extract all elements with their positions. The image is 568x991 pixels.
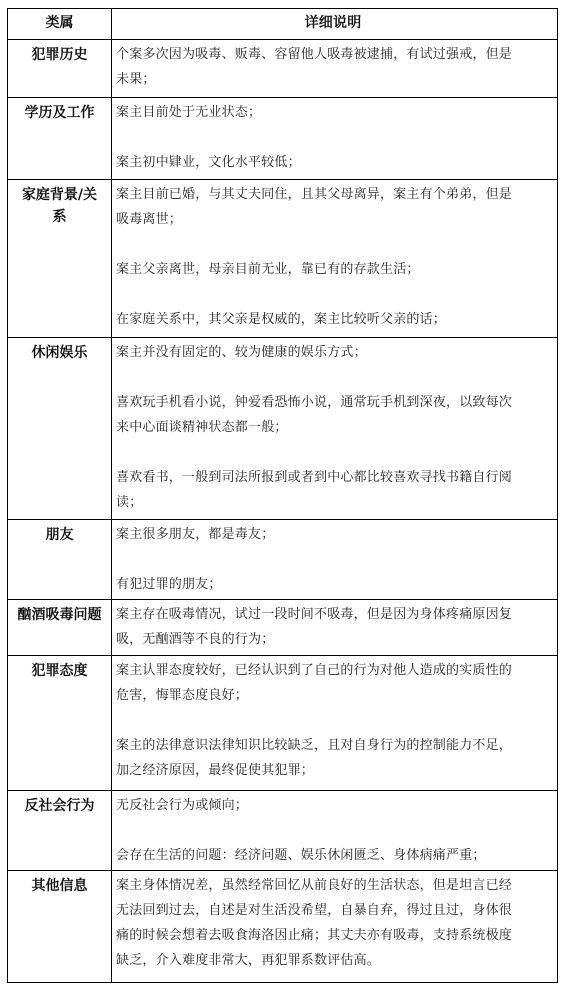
detail-line: 案主并没有固定的、较为健康的娱乐方式； (116, 345, 367, 360)
table-body (8, 9, 557, 982)
detail-cell (113, 338, 557, 519)
header-detail-cell: 详细说明 (304, 15, 362, 31)
category-cell: 学历及工作 (8, 98, 112, 179)
detail-cell (113, 656, 557, 790)
detail-line: 未果； (116, 72, 156, 87)
category-cell: 酗酒吸毒问题 (8, 600, 112, 655)
detail-line: 吸，无酗酒等不良的行为； (116, 632, 275, 647)
table-row (8, 97, 557, 179)
table-row (8, 599, 557, 655)
table-row (8, 519, 557, 599)
detail-line: 喜欢玩手机看小说，钟爱看恐怖小说，通常玩手机到深夜，以致每次 (116, 395, 513, 410)
header-category-cell: 类属 (8, 9, 112, 39)
detail-cell (113, 600, 557, 655)
detail-cell (113, 520, 557, 599)
detail-line: 加之经济原因，最终促使其犯罪； (116, 763, 315, 778)
assessment-table (7, 8, 558, 983)
category-cell: 犯罪态度 (8, 656, 112, 790)
detail-line: 在家庭关系中，其父亲是权威的，案主比较听父亲的话； (116, 312, 447, 327)
detail-cell (113, 98, 557, 179)
detail-line: 案主目前处于无业状态； (116, 105, 262, 120)
table-header-row (8, 9, 557, 39)
detail-cell (113, 871, 557, 982)
detail-line: 案主存在吸毒情况，试过一段时间不吸毒，但是因为身体疼痛原因复 (116, 607, 513, 622)
detail-line: 喜欢看书，一般到司法所报到或者到中心都比较喜欢寻找书籍自行阅 (116, 470, 513, 485)
paragraph-gap (116, 125, 553, 150)
detail-line: 吸毒离世； (116, 212, 183, 227)
detail-line: 危害，悔罪态度良好； (116, 688, 249, 703)
category-cell: 其他信息 (8, 871, 112, 982)
detail-cell (113, 180, 557, 337)
category-cell: 朋友 (8, 520, 112, 599)
detail-line: 来中心面谈精神状态都一般； (116, 420, 288, 435)
detail-line: 无反社会行为或倾向； (116, 798, 249, 813)
detail-line: 案主很多朋友，都是毒友； (116, 527, 275, 542)
table-row (8, 870, 557, 982)
detail-line: 有犯过罪的朋友； (116, 577, 222, 592)
category-cell: 家庭背景/关系 (8, 180, 112, 337)
detail-cell (113, 791, 557, 870)
category-cell: 反社会行为 (8, 791, 112, 870)
paragraph-gap (116, 232, 553, 257)
detail-line: 案主认罪态度较好，已经认识到了自己的行为对他人造成的实质性的 (116, 663, 513, 678)
detail-line: 会存在生活的问题：经济问题、娱乐休闲匮乏、身体病痛严重； (116, 848, 486, 863)
table-row (8, 179, 557, 337)
table-row (8, 655, 557, 790)
paragraph-gap (116, 365, 553, 390)
table-row (8, 39, 557, 97)
paragraph-gap (116, 818, 553, 843)
detail-line: 案主初中肄业，文化水平较低； (116, 155, 301, 170)
detail-line: 无法回到过去，自述是对生活没希望，自暴自弃，得过且过，身体很 (116, 903, 513, 918)
detail-line: 个案多次因为吸毒、贩毒、容留他人吸毒被逮捕，有试过强戒，但是 (116, 47, 513, 62)
detail-line: 案主父亲离世，母亲目前无业，靠已有的存款生活； (116, 262, 420, 277)
detail-line: 案主身体情况差，虽然经常回忆从前良好的生活状态，但是坦言已经 (116, 878, 513, 893)
paragraph-gap (116, 282, 553, 307)
detail-line: 案主目前已婚，与其丈夫同住，且其父母离异，案主有个弟弟，但是 (116, 187, 513, 202)
paragraph-gap (116, 708, 553, 733)
table-row (8, 337, 557, 519)
table-row (8, 790, 557, 870)
detail-line: 痛的时候会想着去吸食海洛因止痛；其丈夫亦有吸毒，支持系统极度 (116, 928, 513, 943)
category-cell: 休闲娱乐 (8, 338, 112, 519)
detail-line: 缺乏，介入难度非常大，再犯罪系数评估高。 (116, 953, 381, 968)
paragraph-gap (116, 547, 553, 572)
paragraph-gap (116, 440, 553, 465)
category-cell: 犯罪历史 (8, 40, 112, 97)
detail-cell (113, 40, 557, 97)
detail-line: 案主的法律意识法律知识比较缺乏，且对自身行为的控制能力不足， (116, 738, 513, 753)
detail-line: 读； (116, 495, 143, 510)
